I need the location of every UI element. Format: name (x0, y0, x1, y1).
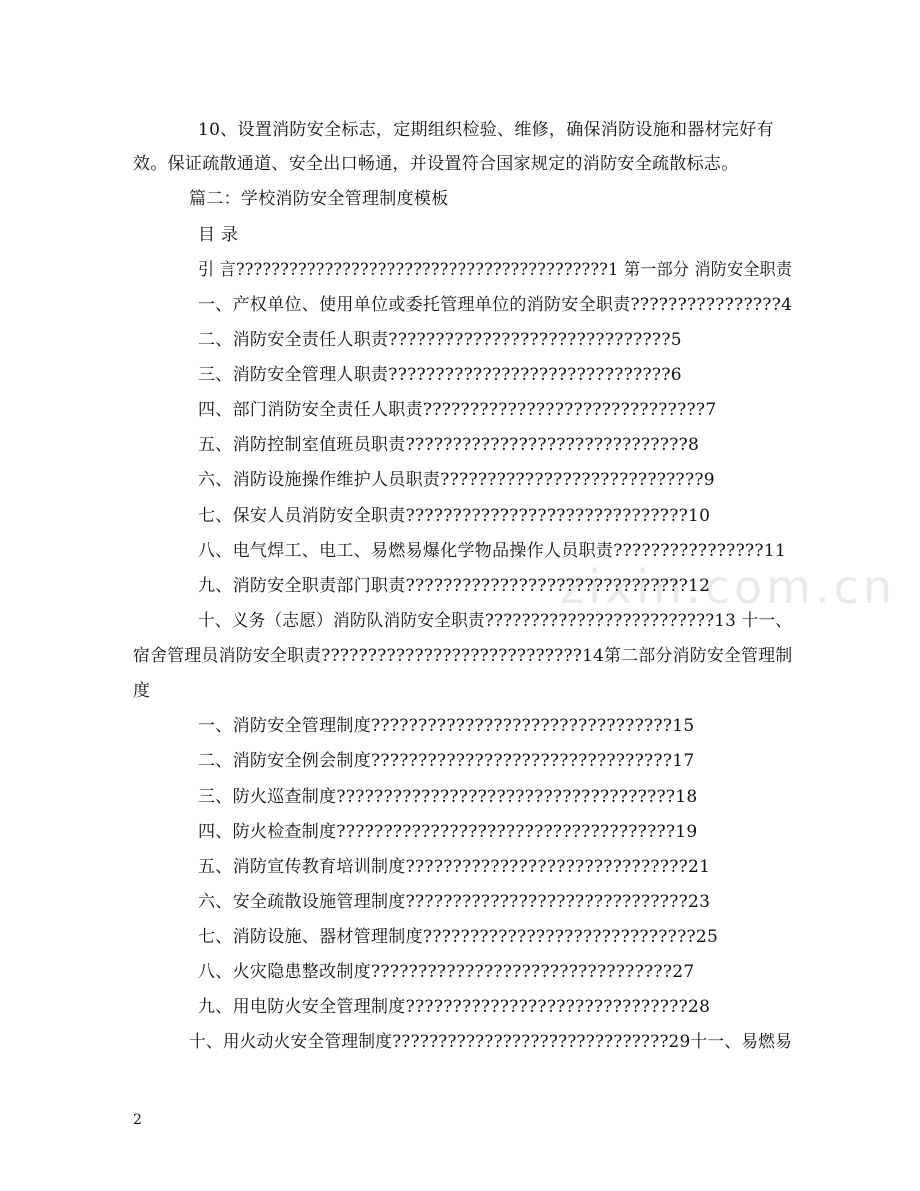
toc-line-17: 四、防火检查制度????????????????????????????????????19 (198, 822, 698, 842)
toc-line-10: 九、消防安全职责部门职责??????????????????????????????12 (198, 576, 711, 596)
toc-line-2: 一、产权单位、使用单位或委托管理单位的消防安全职责????????????????4 (198, 295, 793, 315)
toc-line-3: 二、消防安全责任人职责??????????????????????????????5 (198, 330, 682, 350)
toc-title: 目 录 (198, 225, 239, 245)
toc-line-11: 十、义务（志愿）消防队消防安全职责?????????????????????????13 十一、 (198, 611, 793, 631)
toc-line-6: 五、消防控制室值班员职责??????????????????????????????8 (198, 435, 700, 455)
toc-line-14: 一、消防安全管理制度????????????????????????????????15 (198, 716, 695, 736)
toc-line-19: 六、安全疏散设施管理制度??????????????????????????????23 (198, 892, 711, 912)
toc-line-23: 十、用火动火安全管理制度??????????????????????????????29十一、易燃易 (189, 1032, 793, 1052)
toc-line-5: 四、部门消防安全责任人职责??????????????????????????????7 (198, 400, 717, 420)
toc-line-22: 九、用电防火安全管理制度??????????????????????????????28 (198, 997, 711, 1017)
toc-line-1: 引 言??????????????????????????????????????????1 第一部分 消防安全职责 (198, 260, 793, 280)
toc-line-7: 六、消防设施操作维护人员职责????????????????????????????9 (198, 470, 715, 490)
toc-line-16: 三、防火巡查制度????????????????????????????????????18 (198, 787, 698, 807)
toc-line-4: 三、消防安全管理人职责??????????????????????????????6 (198, 365, 682, 385)
toc-line-18: 五、消防宣传教育培训制度??????????????????????????????21 (198, 857, 711, 877)
watermark: zixin.com.cn (560, 560, 897, 614)
toc-line-20: 七、消防设施、器材管理制度?????????????????????????????25 (198, 927, 719, 947)
toc-line-13: 度 (133, 681, 151, 701)
toc-line-9: 八、电气焊工、电工、易燃易爆化学物品操作人员职责????????????????11 (198, 541, 787, 561)
body-line-1: 10、设置消防安全标志，定期组织检验、维修，确保消防设施和器材完好有 (198, 120, 774, 140)
toc-line-21: 八、火灾隐患整改制度????????????????????????????????27 (198, 962, 695, 982)
toc-line-8: 七、保安人员消防安全职责??????????????????????????????10 (198, 506, 711, 526)
body-line-2: 效。保证疏散通道、安全出口畅通，并设置符合国家规定的消防安全疏散标志。 (133, 154, 739, 174)
toc-line-15: 二、消防安全例会制度????????????????????????????????17 (198, 751, 695, 771)
toc-line-12: 宿舍管理员消防安全职责????????????????????????????14第二部分消防安全管理制 (133, 646, 793, 666)
page-number: 2 (133, 1112, 142, 1128)
section-heading: 篇二：学校消防安全管理制度模板 (189, 189, 449, 209)
